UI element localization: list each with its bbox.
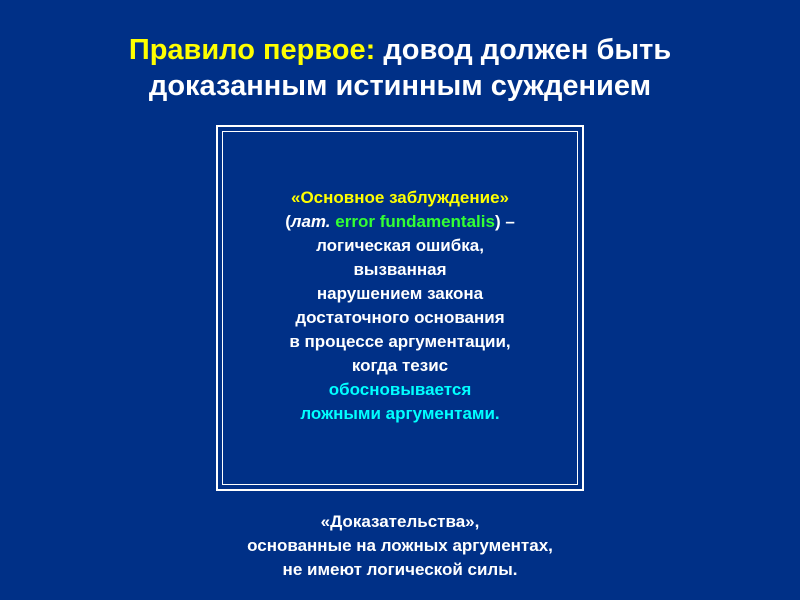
definition-line-8: когда тезис (351, 356, 449, 375)
definition-text (0, 186, 800, 426)
definition-line-3: логическая ошибка, (316, 236, 484, 255)
slide-title-line-2: доказанным истинным суждением (148, 70, 652, 102)
footer-line-3: не имеют логической силы. (282, 560, 518, 579)
definition-line-9: обосновывается (328, 380, 472, 399)
definition-line-10: ложными аргументами. (300, 404, 500, 423)
slide-title (0, 32, 800, 104)
definition-latin-line (0, 210, 800, 234)
definition-line-4: вызванная (353, 260, 447, 279)
latin-abbreviation: лат. (290, 212, 331, 231)
definition-line-5: нарушением закона (316, 284, 484, 303)
title-rest: довод должен быть (375, 34, 672, 66)
close-paren-dash: ) – (494, 212, 515, 231)
definition-term: «Основное заблуждение» (291, 188, 509, 207)
footer-line-1: «Доказательства», (320, 512, 480, 531)
slide-title-line-1 (0, 32, 800, 68)
open-paren: ( (285, 212, 291, 231)
latin-term: error fundamentalis (335, 212, 495, 231)
footer-note (0, 510, 800, 582)
definition-line-6: достаточного основания (295, 308, 505, 327)
definition-line-7: в процессе аргументации, (289, 332, 511, 351)
footer-line-2: основанные на ложных аргументах, (247, 536, 553, 555)
title-highlight: Правило первое: (128, 34, 376, 66)
